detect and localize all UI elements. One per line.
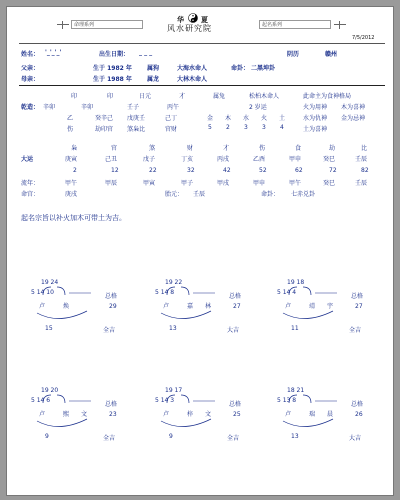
total-label: 总格 xyxy=(229,293,242,300)
father-nayin: 大海水命人 xyxy=(177,65,208,72)
given-char: 焕 xyxy=(63,303,70,310)
liunian-pillar: 壬辰 xyxy=(355,180,368,187)
luck-rating: 大吉 xyxy=(349,435,362,442)
total-value: 27 xyxy=(355,303,363,310)
stroke-bottom: 11 xyxy=(291,325,299,332)
dayun-god: 劫 xyxy=(329,145,336,152)
surname-char: 卢 xyxy=(163,303,170,310)
minggong-value: 庚戌 xyxy=(65,191,78,198)
tick-right-icon xyxy=(334,21,346,29)
dayun-age: 32 xyxy=(187,167,195,174)
top-label: 印 xyxy=(71,93,78,100)
dayun-age: 22 xyxy=(149,167,157,174)
right-note: 木为喜神 xyxy=(341,104,366,111)
stroke-top: 19 20 xyxy=(41,387,59,394)
info-rule xyxy=(19,85,385,86)
given-char: 宇 xyxy=(327,303,334,310)
dayun-age: 62 xyxy=(295,167,303,174)
minggua-value: 七赤兑卦 xyxy=(291,191,316,198)
stroke-mid: 5 14 6 xyxy=(31,397,51,404)
dayun-pillar: 己丑 xyxy=(105,156,118,163)
dayun-pillar: 壬辰 xyxy=(355,156,368,163)
pillar-year: 辛卯 xyxy=(43,104,56,111)
institute-title: 风水研究院 xyxy=(167,24,212,33)
surname-char: 卢 xyxy=(285,411,292,418)
liunian-pillar: 甲申 xyxy=(253,180,266,187)
age-note: 2 岁运 xyxy=(249,104,267,111)
stroke-top: 18 21 xyxy=(287,387,305,394)
liunian-pillar: 甲子 xyxy=(181,180,194,187)
header-rule xyxy=(19,43,385,44)
surname-char: 卢 xyxy=(285,303,292,310)
dayun-age: 72 xyxy=(329,167,337,174)
mother-birth: 生于 1988 年 xyxy=(93,76,132,83)
given-char: 林 xyxy=(205,303,212,310)
top-label: 印 xyxy=(107,93,114,100)
right-note: 火为用神 xyxy=(303,104,328,111)
dayun-pillar: 丁亥 xyxy=(181,156,194,163)
top-label: 日元 xyxy=(139,93,152,100)
dayun-god: 煞 xyxy=(149,145,156,152)
stroke-bracket-icon xyxy=(153,283,223,325)
stroke-bottom: 9 xyxy=(45,433,49,440)
liunian-pillar: 甲午 xyxy=(289,180,302,187)
hidden-stem: 己丁 xyxy=(165,115,178,122)
given-char: 晨 xyxy=(327,411,334,418)
dayun-pillar: 丙戌 xyxy=(217,156,230,163)
total-label: 总格 xyxy=(229,401,242,408)
right-note: 金为忌神 xyxy=(341,115,366,122)
ten-god: 煞枭比 xyxy=(127,126,146,133)
dayun-label: 大运 xyxy=(21,156,34,163)
ten-god: 官财 xyxy=(165,126,178,133)
top-label: 才 xyxy=(179,93,186,100)
dayun-age: 82 xyxy=(361,167,369,174)
bazi-row-label: 乾造： xyxy=(21,104,40,111)
ten-god: 伤 xyxy=(67,126,74,133)
taiyuan-value: 壬辰 xyxy=(193,191,206,198)
given-char: 文 xyxy=(81,411,88,418)
given-char: 瑞 xyxy=(309,411,316,418)
dayun-ages-row xyxy=(7,167,393,176)
bazi-hidden-row xyxy=(7,113,393,122)
name-candidate xyxy=(275,387,391,457)
pattern-note: 此命主为食神格局 xyxy=(303,93,352,100)
taiyuan-label: 胎元： xyxy=(165,191,184,198)
total-value: 25 xyxy=(233,411,241,418)
dayun-god: 才 xyxy=(223,145,230,152)
dayun-pillar: 庚寅 xyxy=(65,156,78,163)
stroke-bracket-icon xyxy=(153,391,223,433)
given-char: 文 xyxy=(205,411,212,418)
given-char: 熙 xyxy=(63,411,70,418)
stroke-mid: 5 14 8 xyxy=(155,289,175,296)
stroke-bottom: 13 xyxy=(169,325,177,332)
tick-left-icon xyxy=(57,21,69,29)
dayun-god: 官 xyxy=(111,145,118,152)
element-count: 5 xyxy=(208,124,212,131)
element-label: 水 xyxy=(243,115,250,122)
stroke-mid: 5 14 3 xyxy=(155,397,175,404)
birth-value: _ _ _ xyxy=(139,49,153,56)
given-char: 梓 xyxy=(187,411,194,418)
mother-label: 母亲： xyxy=(21,76,40,83)
dayun-age: 42 xyxy=(223,167,231,174)
stroke-bracket-icon xyxy=(275,391,345,433)
stroke-top: 19 22 xyxy=(165,279,183,286)
minggong-label: 命宫： xyxy=(21,191,40,198)
hidden-stem: 戊庚壬 xyxy=(127,115,146,122)
element-label: 土 xyxy=(279,115,286,122)
birth-label: 出生日期： xyxy=(99,51,130,58)
surname-char: 卢 xyxy=(163,411,170,418)
dayun-pillar: 癸巳 xyxy=(323,156,336,163)
name-candidate xyxy=(275,279,391,349)
ten-god: 劫印官 xyxy=(95,126,114,133)
liunian-pillar: 甲午 xyxy=(65,180,78,187)
stroke-bracket-icon xyxy=(275,283,345,325)
element-label: 木 xyxy=(225,115,232,122)
element-label: 火 xyxy=(261,115,268,122)
zodiac-note: 属兔 xyxy=(213,93,226,100)
luck-rating: 全吉 xyxy=(227,435,240,442)
stroke-bottom: 15 xyxy=(45,325,53,332)
element-count: 4 xyxy=(280,124,284,131)
dayun-pillar: 甲申 xyxy=(289,156,302,163)
father-zodiac: 属狗 xyxy=(147,65,160,72)
dayun-age: 12 xyxy=(111,167,119,174)
minggua-label: 命卦： xyxy=(261,191,280,198)
document-page xyxy=(6,6,394,496)
dayun-age: 2 xyxy=(73,167,77,174)
pillar-month: 辛卯 xyxy=(81,104,94,111)
calendar-type: 阴历 xyxy=(287,51,300,58)
total-label: 总格 xyxy=(105,401,118,408)
brand-right-char: 夏 xyxy=(201,16,208,24)
liunian-pillar: 甲寅 xyxy=(143,180,156,187)
right-note: 水为仇神 xyxy=(303,115,328,122)
luck-rating: 大吉 xyxy=(227,327,240,334)
luck-rating: 全吉 xyxy=(103,327,116,334)
mother-nayin: 大林木命人 xyxy=(177,76,208,83)
dayun-age: 52 xyxy=(259,167,267,174)
dayun-pillars-row xyxy=(7,154,393,163)
luck-rating: 全吉 xyxy=(103,435,116,442)
dayun-god: 财 xyxy=(187,145,194,152)
yin-yang-icon xyxy=(188,13,198,23)
dayun-god: 伤 xyxy=(259,145,266,152)
stroke-mid: 5 14 10 xyxy=(31,289,54,296)
liunian-pillar: 甲辰 xyxy=(105,180,118,187)
total-value: 29 xyxy=(109,303,117,310)
total-label: 总格 xyxy=(105,293,118,300)
total-value: 27 xyxy=(233,303,241,310)
total-label: 总格 xyxy=(351,401,364,408)
dayun-god: 比 xyxy=(361,145,368,152)
pillar-hour: 丙午 xyxy=(167,104,180,111)
element-count: 2 xyxy=(226,124,230,131)
liunian-pillar: 癸巳 xyxy=(323,180,336,187)
liunian-label: 流年： xyxy=(21,180,40,187)
father-birth: 生于 1982 年 xyxy=(93,65,132,72)
dayun-gods-row xyxy=(7,143,393,152)
nayin-note: 松柏木命人 xyxy=(249,93,280,100)
luck-rating: 全吉 xyxy=(349,327,362,334)
name-candidate xyxy=(29,387,145,457)
element-count: 3 xyxy=(244,124,248,131)
surname-char: 卢 xyxy=(39,303,46,310)
dayun-pillar: 戊子 xyxy=(143,156,156,163)
name-value: '_'_'_' xyxy=(45,49,62,56)
hidden-stem: 癸辛己 xyxy=(95,115,114,122)
stroke-bottom: 13 xyxy=(291,433,299,440)
stroke-mid: 5 13 8 xyxy=(277,397,297,404)
dayun-god: 食 xyxy=(295,145,302,152)
dayun-pillar: 乙酉 xyxy=(253,156,266,163)
given-char: 靖 xyxy=(309,303,316,310)
brand-left-char: 华 xyxy=(177,16,184,24)
total-value: 26 xyxy=(355,411,363,418)
father-label: 父亲： xyxy=(21,65,40,72)
element-count: 3 xyxy=(262,124,266,131)
name-label: 姓名： xyxy=(21,51,40,58)
liunian-row xyxy=(7,178,393,187)
dayun-god: 枭 xyxy=(71,145,78,152)
right-note: 土为喜神 xyxy=(303,126,328,133)
total-value: 23 xyxy=(109,411,117,418)
stroke-bracket-icon xyxy=(29,391,99,433)
minggong-row xyxy=(7,189,393,198)
father-gua: 二黑坤卦 xyxy=(251,65,276,72)
bazi-top-labels xyxy=(7,91,393,100)
print-date: 7/5/2012 xyxy=(352,35,375,41)
bazi-stems-row xyxy=(7,102,393,111)
pillar-day: 壬子 xyxy=(127,104,140,111)
father-gua-label: 命卦： xyxy=(231,65,250,72)
series-box-right: 起名系列 xyxy=(259,20,331,29)
stroke-top: 19 18 xyxy=(287,279,305,286)
stroke-mid: 5 14 4 xyxy=(277,289,297,296)
series-box-left: 命理系列 xyxy=(71,20,143,29)
stroke-top: 19 17 xyxy=(165,387,183,394)
birth-place: 赣州 xyxy=(325,51,338,58)
given-char: 嘉 xyxy=(187,303,194,310)
stroke-bracket-icon xyxy=(29,283,99,325)
naming-advice: 起名宗旨以补火加木可带土为吉。 xyxy=(21,214,126,222)
name-candidate xyxy=(29,279,145,349)
element-label: 金 xyxy=(207,115,214,122)
mother-zodiac: 属龙 xyxy=(147,76,160,83)
surname-char: 卢 xyxy=(39,411,46,418)
name-candidate xyxy=(153,387,269,457)
total-label: 总格 xyxy=(351,293,364,300)
liunian-pillar: 甲戌 xyxy=(217,180,230,187)
stroke-bottom: 9 xyxy=(169,433,173,440)
name-candidate xyxy=(153,279,269,349)
hidden-stem: 乙 xyxy=(67,115,74,122)
stroke-top: 19 24 xyxy=(41,279,59,286)
bazi-gods-row xyxy=(7,124,393,133)
